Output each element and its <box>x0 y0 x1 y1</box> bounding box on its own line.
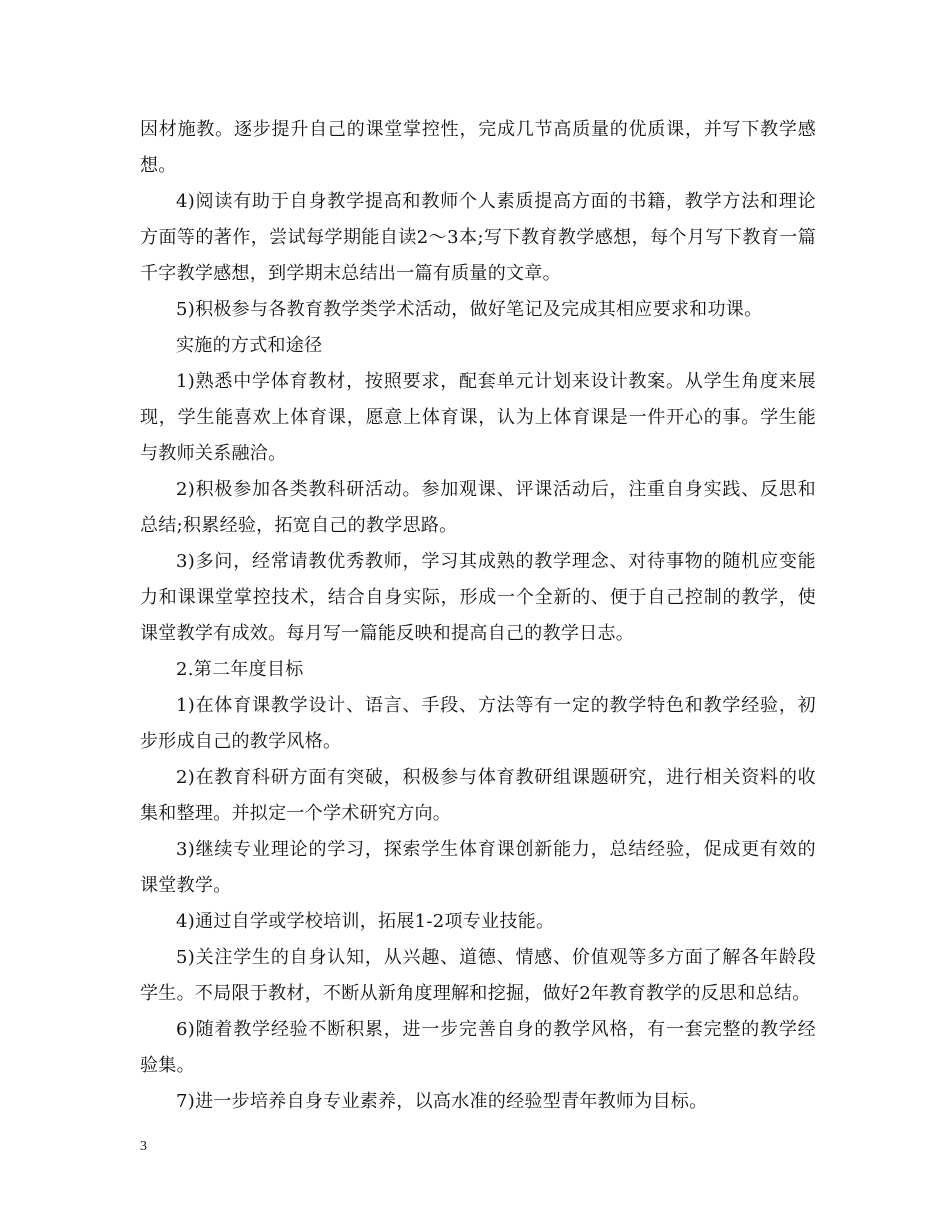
paragraph-goal-5: 5)关注学生的自身认知，从兴趣、道德、情感、价值观等多方面了解各年龄段学生。不局限于教材，不断从新角度理解和挖掘，做好2年教育教学的反思和总结。 <box>140 947 816 1004</box>
paragraph-item-4-reading: 4)阅读有助于自身教学提高和教师个人素质提高方面的书籍，教学方法和理论方面等的著作，尝试每学期能自读2～3本;写下教育教学感想，每个月写下教育一篇千字教学感想，到学期末总结出一篇有质量的文章。 <box>140 191 816 284</box>
paragraph-item-5-activities: 5)积极参与各教育教学类学术活动，做好笔记及完成其相应要求和功课。 <box>176 299 763 320</box>
paragraph-goal-4: 4)通过自学或学校培训，拓展1-2项专业技能。 <box>176 911 555 932</box>
paragraph-continuation: 因材施教。逐步提升自己的课堂掌控性，完成几节高质量的优质课，并写下教学感想。 <box>140 119 816 176</box>
paragraph-goal-7: 7)进一步培养自身专业素养，以高水准的经验型青年教师为目标。 <box>176 1091 708 1112</box>
paragraph-method-1: 1)熟悉中学体育教材，按照要求，配套单元计划来设计教案。从学生角度来展现，学生能喜欢上体育课，愿意上体育课，认为上体育课是一件开心的事。学生能与教师关系融洽。 <box>140 371 816 464</box>
paragraph-goal-2: 2)在教育科研方面有突破，积极参与体育教研组课题研究，进行相关资料的收集和整理。并拟定一个学术研究方向。 <box>140 767 816 824</box>
paragraph-goal-6: 6)随着教学经验不断积累，进一步完善自身的教学风格，有一套完整的教学经验集。 <box>140 1019 816 1076</box>
paragraph-method-2: 2)积极参加各类教科研活动。参加观课、评课活动后，注重自身实践、反思和总结;积累经验，拓宽自己的教学思路。 <box>140 479 816 536</box>
document-body <box>140 112 816 1120</box>
paragraph-method-3: 3)多问，经常请教优秀教师，学习其成熟的教学理念、对待事物的随机应变能力和课课堂掌控技术，结合自身实际，形成一个全新的、便于自己控制的教学，使课堂教学有成效。每月写一篇能反映和提高自己的教学日志。 <box>140 551 816 644</box>
paragraph-goal-3: 3)继续专业理论的学习，探索学生体育课创新能力，总结经验，促成更有效的课堂教学。 <box>140 839 816 896</box>
paragraph-goal-1: 1)在体育课教学设计、语言、手段、方法等有一定的教学特色和教学经验，初步形成自己的教学风格。 <box>140 695 816 752</box>
section-heading-methods: 实施的方式和途径 <box>176 335 323 356</box>
page-number: 3 <box>140 1139 147 1154</box>
section-heading-second-year: 2.第二年度目标 <box>176 659 304 680</box>
